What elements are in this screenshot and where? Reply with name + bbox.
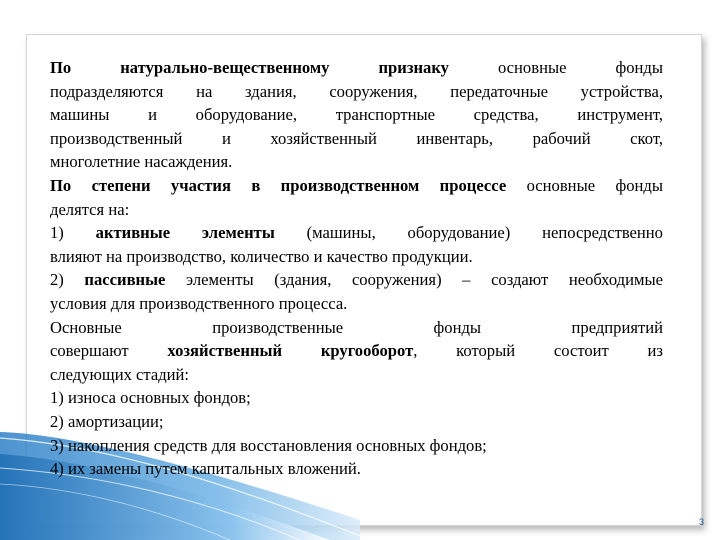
slide-text (50, 56, 663, 481)
text-line: влияют на производство, количество и качество продукции. (50, 246, 473, 266)
term-participation-degree: По степени участия в производственном процессе (50, 175, 507, 195)
text-line: 1) активные элементы (машины, оборудование) непосредственно (50, 223, 663, 243)
text-line: подразделяются на здания, сооружения, передаточные устройства, (50, 81, 663, 101)
text-line: производственный и хозяйственный инвентарь, рабочий скот, (50, 128, 663, 148)
text-line: делятся на: (50, 199, 130, 219)
text-line: По натурально-вещественному признаку основные фонды (50, 58, 663, 77)
text-line: 2) амортизации; (50, 411, 164, 431)
text-line: условия для производственного процесса. (50, 293, 348, 313)
text-line: машины и оборудование, транспортные средства, инструмент, (50, 105, 663, 125)
text-line: следующих стадий: (50, 364, 190, 384)
term-natural-material: По натурально-вещественному признаку (50, 58, 449, 77)
page-number: 3 (698, 517, 704, 527)
text-line: Основные производственные фонды предприятий (50, 317, 663, 337)
text-line: По степени участия в производственном процессе основные фонды (50, 175, 663, 195)
text-line: 1) износа основных фондов; (50, 388, 251, 408)
text-line: совершают хозяйственный кругооборот, который состоит из (50, 341, 663, 361)
term-active-elements: активные элементы (95, 223, 275, 243)
text-line: 2) пассивные элементы (здания, сооружения) – создают необходимые (50, 270, 663, 290)
term-economic-cycle: хозяйственный кругооборот (167, 341, 414, 361)
text-line: 3) накопления средств для восстановления основных фондов; (50, 435, 487, 455)
text-line: 4) их замены путем капитальных вложений. (50, 459, 361, 479)
term-passive-elements: пассивные (84, 270, 166, 290)
text-line: многолетние насаждения. (50, 152, 233, 172)
